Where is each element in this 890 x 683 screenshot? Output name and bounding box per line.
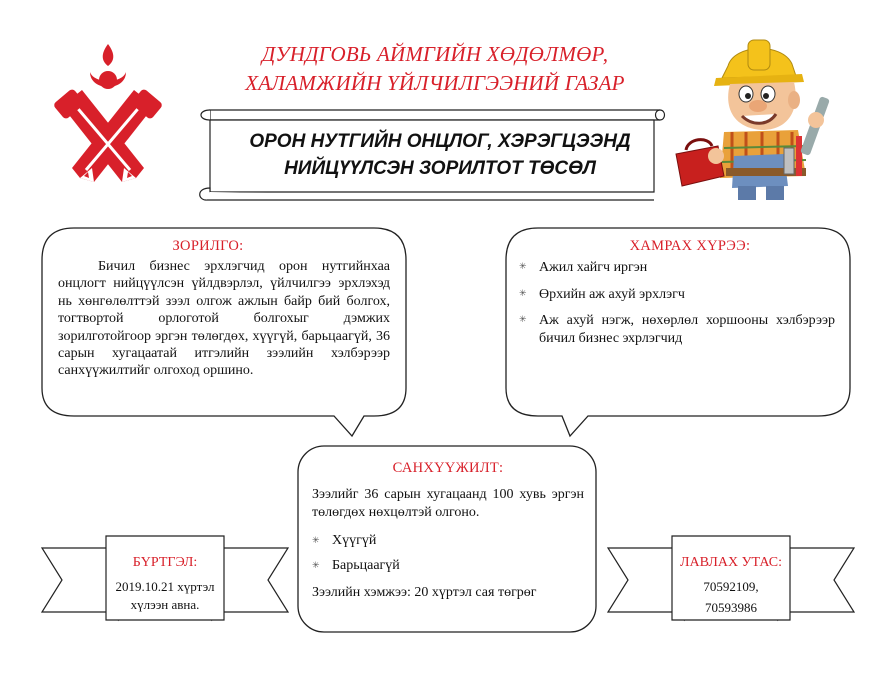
registration-note: хүлээн авна. [130,597,200,612]
goal-body-text: Бичил бизнес эрхлэгчид орон нутгийнхаа онцлогт нийцүүлсэн үйлдвэрлэл, үйлчилгээ эрхлэхэд нь хөнгөлөлттэй зээл олгож ажлын байр бий болгох, тогтвортой орлоготой болгохыг дэмжих зорилготойгоор эргэн төлөгдөх, хүүгүй, барьцаагүй, 36 сарын хугацаатай итгэлийн зээлийн хэлбэрээр санхүүжилтийг олгоход оршино. [58,259,390,379]
organization-title-line2: ХАЛАМЖИЙН ҮЙЛЧИЛГЭЭНИЙ ГАЗАР [245,71,625,95]
registration-heading: БҮРТГЭЛ: [132,555,198,570]
organization-title [200,40,670,98]
financing-amount: Зээлийн хэмжээ: 20 хүртэл сая төгрөг [312,585,537,600]
contact-panel [668,554,794,617]
contact-heading: ЛАВЛАХ УТАС: [679,555,783,570]
builder-mascot-icon [672,36,842,201]
financing-heading: САНХҮҮЖИЛТ: [392,460,504,476]
financing-item: ✳ Хүүгүй [310,532,582,550]
registration-date: 2019.10.21 хүртэл [115,579,215,594]
financing-list [310,532,582,582]
financing-intro: Зээлийг 36 сарын хугацаанд 100 хувь эргэн төлөгдөх нөхцөлтэй олгоно. [312,487,584,520]
project-title-line2: НИЙЦҮҮЛСЭН ЗОРИЛТОТ ТӨСӨЛ [284,158,596,179]
emblem-logo-icon [44,40,174,185]
scope-heading: ХАМРАХ ХҮРЭЭ: [629,238,751,254]
registration-panel [106,554,224,614]
scope-list [517,259,835,356]
scope-item: ✳ Ажил хайгч иргэн [517,259,835,277]
contact-phone-2: 70593986 [705,600,757,615]
goal-heading: ЗОРИЛГО: [172,238,244,254]
scope-item: ✳ Аж ахуй нэгж, нөхөрлөл хоршооны хэлбэрээр бичил бизнес эхрлэгчид [517,312,835,347]
project-title [222,128,658,182]
organization-title-line1: ДУНДГОВЬ АЙМГИЙН ХӨДӨЛМӨР, [261,42,609,66]
scope-item: ✳ Өрхийн аж ахуй эрхлэгч [517,286,835,304]
financing-item: ✳ Барьцаагүй [310,557,582,575]
project-title-line1: ОРОН НУТГИЙН ОНЦЛОГ, ХЭРЭГЦЭЭНД [249,131,631,152]
contact-phone-1: 70592109, [703,579,759,594]
